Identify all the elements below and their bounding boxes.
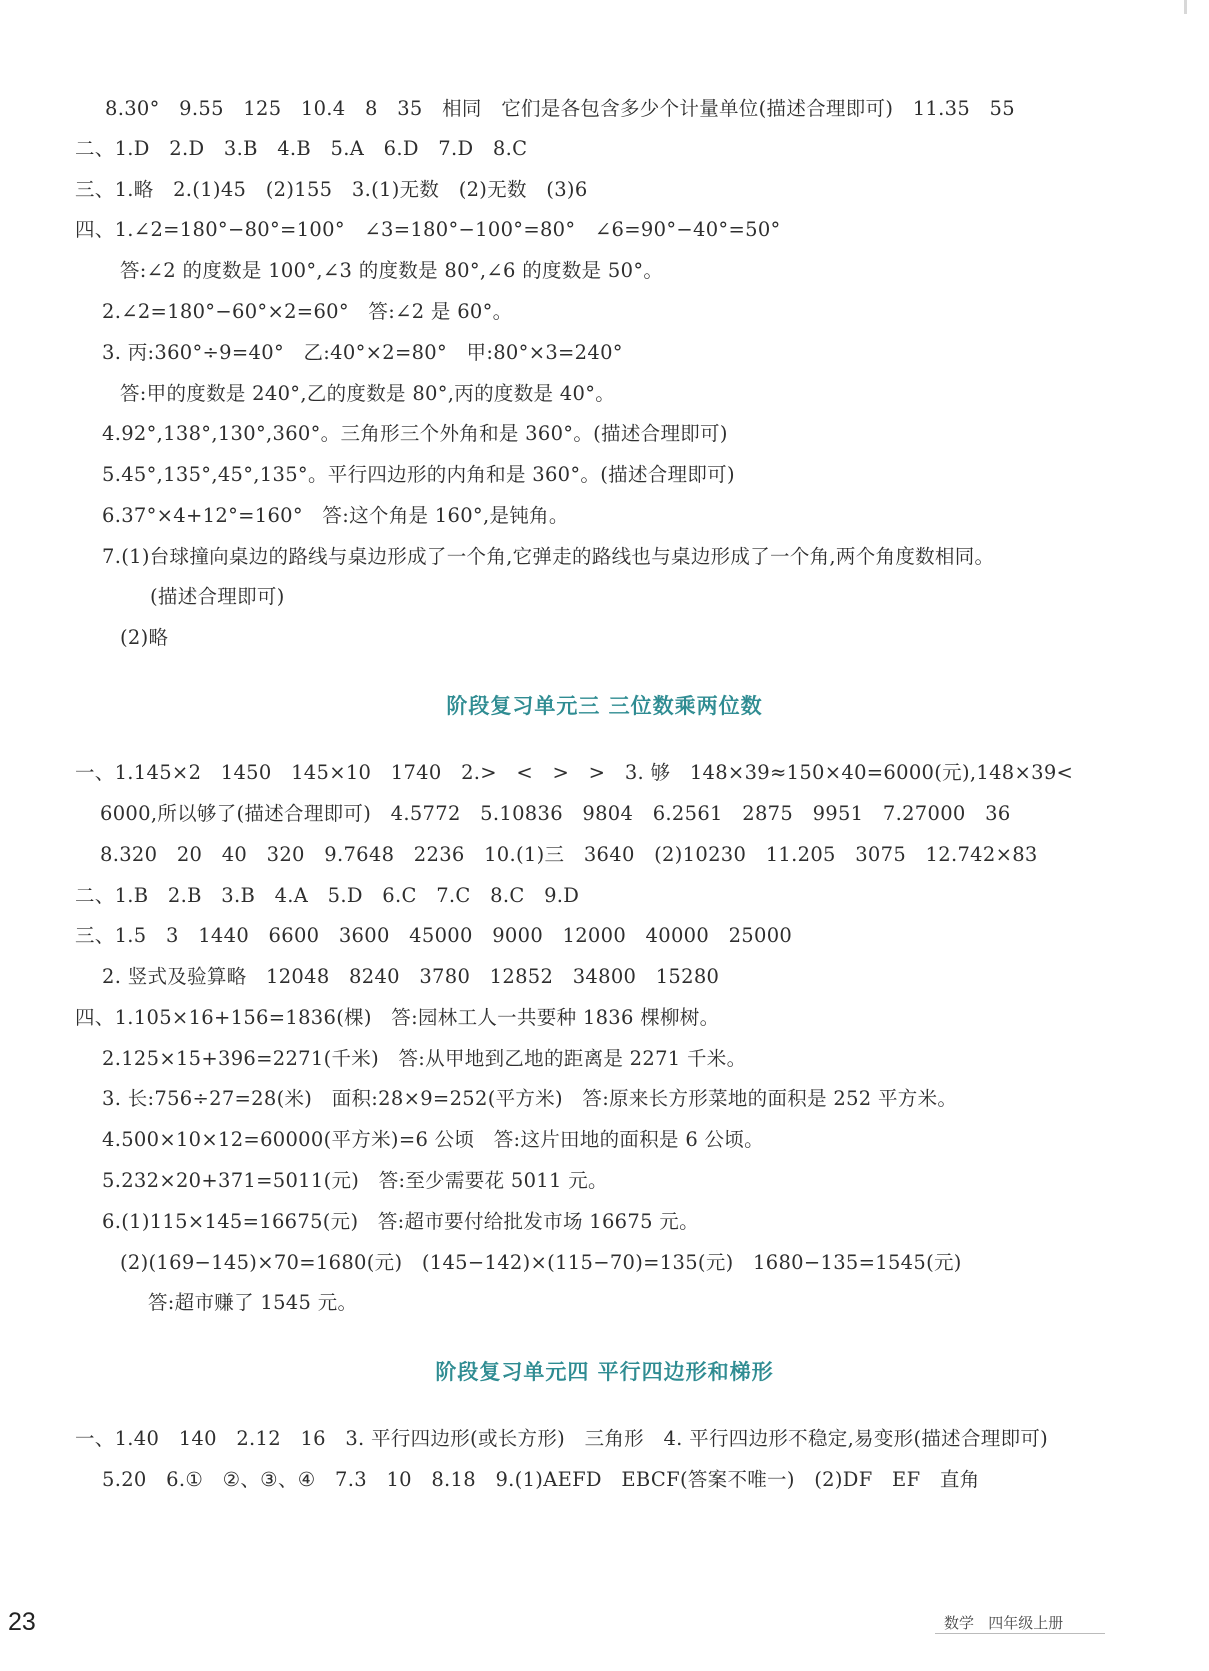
- answer-line: 一、1.40 140 2.12 16 3. 平行四边形(或长方形) 三角形 4. 平行四边形不稳定,易变形(描述合理即可): [75, 1427, 1049, 1450]
- answer-line: 一、1.145×2 1450 145×10 1740 2.> < > > 3. 够 148×39≈150×40=6000(元),148×39<: [75, 761, 1074, 784]
- answer-line: 二、1.B 2.B 3.B 4.A 5.D 6.C 7.C 8.C 9.D: [75, 884, 580, 907]
- section-heading-unit3: 阶段复习单元三 三位数乘两位数: [446, 694, 763, 718]
- answer-line: (2)略: [120, 626, 169, 649]
- answer-line: 2. 竖式及验算略 12048 8240 3780 12852 34800 15280: [102, 965, 720, 988]
- answer-line: 二、1.D 2.D 3.B 4.B 5.A 6.D 7.D 8.C: [75, 137, 528, 160]
- answer-line: 2.∠2=180°−60°×2=60° 答:∠2 是 60°。: [102, 300, 513, 323]
- answer-line: 7.(1)台球撞向桌边的路线与桌边形成了一个角,它弹走的路线也与桌边形成了一个角,两个角度数相同。: [102, 545, 995, 568]
- answer-line: 6.(1)115×145=16675(元) 答:超市要付给批发市场 16675 元。: [102, 1210, 699, 1233]
- page-number: 23: [8, 1608, 36, 1636]
- answer-line: 8.320 20 40 320 9.7648 2236 10.(1)三 3640 (2)10230 11.205 3075 12.742×83: [100, 843, 1038, 866]
- answer-line: 四、1.105×16+156=1836(棵) 答:园林工人一共要种 1836 棵柳树。: [75, 1006, 720, 1029]
- footer-divider: [935, 1633, 1105, 1634]
- answer-line: 三、1.略 2.(1)45 (2)155 3.(1)无数 (2)无数 (3)6: [75, 178, 588, 201]
- answer-line: (2)(169−145)×70=1680(元) (145−142)×(115−70)=135(元) 1680−135=1545(元): [120, 1251, 962, 1274]
- answer-line: 6000,所以够了(描述合理即可) 4.5772 5.10836 9804 6.2561 2875 9951 7.27000 36: [100, 802, 1011, 825]
- answer-line: 5.45°,135°,45°,135°。平行四边形的内角和是 360°。(描述合理即可): [102, 463, 735, 486]
- answer-line: 答:甲的度数是 240°,乙的度数是 80°,丙的度数是 40°。: [120, 382, 616, 405]
- answer-line: 4.92°,138°,130°,360°。三角形三个外角和是 360°。(描述合理即可): [102, 422, 728, 445]
- answer-line: 5.232×20+371=5011(元) 答:至少需要花 5011 元。: [102, 1169, 608, 1192]
- answer-line: 8.30° 9.55 125 10.4 8 35 相同 它们是各包含多少个计量单位(描述合理即可) 11.35 55: [105, 97, 1015, 120]
- answer-line: 3. 长:756÷27=28(米) 面积:28×9=252(平方米) 答:原来长方形菜地的面积是 252 平方米。: [102, 1087, 958, 1110]
- answer-line: (描述合理即可): [150, 585, 285, 608]
- book-label: 数学 四年级上册: [944, 1614, 1064, 1632]
- answer-line: 三、1.5 3 1440 6600 3600 45000 9000 12000 40000 25000: [75, 924, 793, 947]
- scan-corner-mark: [1184, 0, 1187, 14]
- answer-line: 3. 丙:360°÷9=40° 乙:40°×2=80° 甲:80°×3=240°: [102, 341, 623, 364]
- answer-line: 答:∠2 的度数是 100°,∠3 的度数是 80°,∠6 的度数是 50°。: [120, 259, 664, 282]
- section-heading-unit4: 阶段复习单元四 平行四边形和梯形: [435, 1360, 774, 1384]
- answer-line: 四、1.∠2=180°−80°=100° ∠3=180°−100°=80° ∠6=90°−40°=50°: [75, 218, 781, 241]
- answer-line: 5.20 6.① ②、③、④ 7.3 10 8.18 9.(1)AEFD EBCF(答案不唯一) (2)DF EF 直角: [102, 1468, 980, 1491]
- answer-line: 4.500×10×12=60000(平方米)=6 公顷 答:这片田地的面积是 6 公顷。: [102, 1128, 764, 1151]
- answer-line: 2.125×15+396=2271(千米) 答:从甲地到乙地的距离是 2271 千米。: [102, 1047, 747, 1070]
- answer-line: 答:超市赚了 1545 元。: [148, 1291, 358, 1314]
- answer-line: 6.37°×4+12°=160° 答:这个角是 160°,是钝角。: [102, 504, 569, 527]
